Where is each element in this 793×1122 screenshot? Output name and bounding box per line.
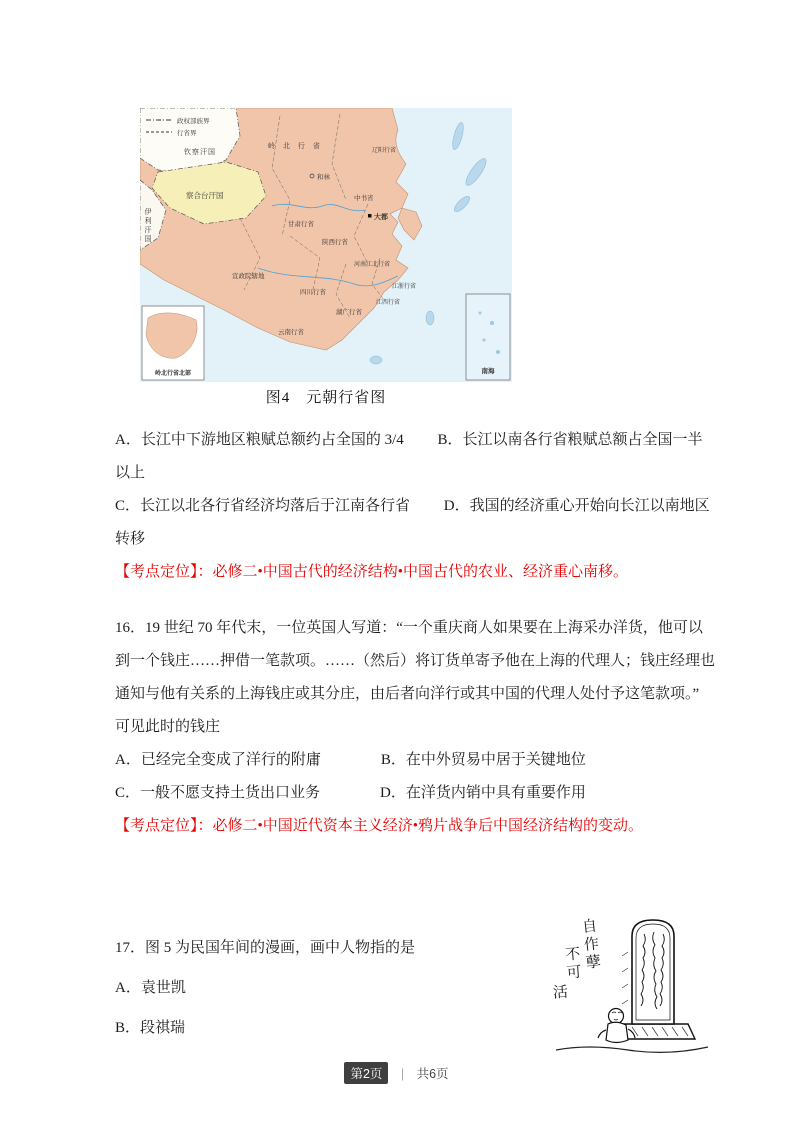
figure4-map [140,108,512,382]
figure4-caption: 图4 元朝行省图 [265,390,387,406]
q16-kaodian-note: 【考点定位】：必修二•中国近代资本主义经济•鸦片战争后中国经济结构的变动。 [115,818,644,834]
q16-stem-line3: 通知与他有关系的上海钱庄或其分庄，由后者向洋行或其中国的代理人处付予这笔款项。” [115,686,700,702]
q15-option-line-ab: A．长江中下游地区粮赋总额约占全国的 3/4 B．长江以南各行省粮赋总额占全国一半 [115,432,703,448]
q16-stem-line1: 16．19 世纪 70 年代末，一位英国人写道：“一个重庆商人如果要在上海采办洋货，他可以 [115,620,703,636]
label-liaoyang: 辽阳行省 [372,148,397,154]
label-huguang: 湖广行省 [336,309,362,316]
current-page-badge: 第2页 [344,1062,388,1084]
label-shaanxi: 陕西行省 [322,239,348,246]
yuan-map-svg [140,108,512,382]
cartoon-caption-column-3: 活 [550,983,568,1003]
q16-stem-line2: 到一个钱庄……押借一笔款项。……（然后）将订货单寄予他在上海的代理人；钱庄经理也 [115,653,716,669]
footer-separator: | [400,1067,405,1081]
dadu-marker [368,214,372,218]
label-yunnan: 云南行省 [278,329,304,336]
label-helin: 和林 [317,174,330,181]
label-gansu: 甘肃行省 [288,221,314,228]
label-lingbei: 岭 北 行 省 [268,143,323,150]
label-chagatai: 察合台汗国 [186,191,224,200]
label-nanhai: 南海 [481,368,495,375]
q16-option-line-cd: C．一般不愿支持土货出口业务 D．在洋货内销中具有重要作用 [115,785,586,801]
label-xuanzheng: 宣政院辖地 [232,273,265,280]
cartoon-svg [548,912,713,1062]
label-dadu: 大都 [374,214,388,221]
label-qincha: 钦察汗国 [184,149,216,156]
tablet-shading [622,952,628,1004]
q16-stem-line4: 可见此时的钱庄 [115,719,221,735]
label-zhongshu: 中书省 [354,195,374,202]
inset-lingbei-north [142,306,204,380]
inset-nanhai [466,294,510,380]
question17 [115,928,545,1048]
figure5-cartoon [548,912,713,1062]
question15-options [115,424,710,589]
page-footer [0,1062,793,1084]
q17-stem: 17．图 5 为民国年间的漫画，画中人物指的是 [115,940,416,956]
legend-label-province: 行省界 [177,130,197,137]
q15-kaodian-note: 【考点定位】：必修二•中国古代的经济结构•中国古代的农业、经济重心南移。 [115,564,629,580]
ground-line [556,1047,708,1052]
label-sichuan: 四川行省 [300,289,326,296]
cartoon-caption-column-1: 自作孽 [579,917,601,973]
q15-option-line-cd: C．长江以北各行省经济均落后于江南各行省 D．我国的经济重心开始向长江以南地区 [115,498,710,514]
label-yili: 伊利汗国 [144,208,151,244]
q17-option-a: A．袁世凯 [115,980,186,996]
q17-option-b: B．段祺瑞 [115,1020,186,1036]
q15-option-line-cd-wrap: 转移 [115,531,146,547]
q16-option-line-ab: A．已经完全变成了洋行的附庸 B．在中外贸易中居于关键地位 [115,752,586,768]
cartoon-caption-column-2: 不可 [562,945,582,983]
label-inset-left: 岭北行省北部 [154,371,192,377]
q15-option-line-ab-wrap: 以上 [115,465,146,481]
legend-label-political: 政权部族界 [177,118,210,125]
question16 [115,612,716,843]
label-jiangzhe: 江浙行省 [392,284,417,290]
label-jiangxi: 江西行省 [376,300,401,306]
label-henan: 河南江北行省 [354,262,391,268]
total-pages-label: 共6页 [416,1067,449,1081]
